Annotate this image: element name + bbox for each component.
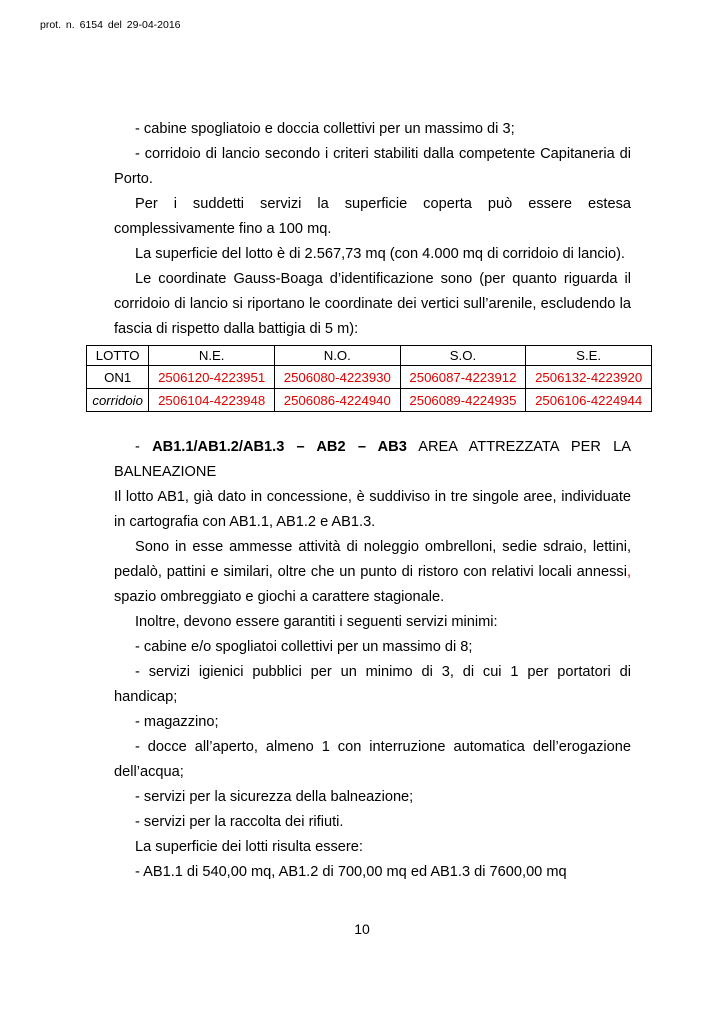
coordinates-table	[86, 345, 652, 412]
cell-coordinate: 2506087-4223912	[400, 366, 526, 389]
paragraph-attivita-a: Sono in esse ammesse attività di noleggio ombrelloni, sedie sdraio, lettini, pedalò, pattini e similari, oltre che un punto di ristoro con relativi locali annessi	[114, 539, 631, 580]
cell-coordinate: 2506089-4224935	[400, 389, 526, 412]
cell-coordinate: 2506080-4223930	[274, 366, 400, 389]
paragraph-attivita-b: spazio ombreggiato e giochi a carattere stagionale.	[114, 589, 445, 605]
list-item: - cabine e/o spogliatoi collettivi per un massimo di 8;	[135, 639, 473, 655]
section-title	[114, 435, 631, 485]
header-no: N.O.	[274, 346, 400, 366]
paragraph-superficie-lotti: La superficie dei lotti risulta essere:	[135, 839, 363, 855]
cell-coordinate: 2506104-4223948	[149, 389, 275, 412]
table-row	[87, 366, 652, 389]
header-so: S.O.	[400, 346, 526, 366]
title-rest: AREA ATTREZZATA PER LA BALNEAZIONE	[114, 439, 631, 480]
cell-lotto: ON1	[87, 366, 149, 389]
paragraph-corridoio: - corridoio di lancio secondo i criteri stabiliti dalla competente Capitaneria di Porto.	[114, 146, 631, 187]
section-1	[114, 117, 631, 342]
title-dash: -	[135, 439, 153, 455]
cell-coordinate: 2506106-4224944	[526, 389, 652, 412]
list-item: - magazzino;	[135, 714, 219, 730]
cell-lotto: corridoio	[87, 389, 149, 412]
cell-coordinate: 2506132-4223920	[526, 366, 652, 389]
paragraph-superfici-ab1: - AB1.1 di 540,00 mq, AB1.2 di 700,00 mq ed AB1.3 di 7600,00 mq	[135, 864, 567, 880]
header-lotto: LOTTO	[87, 346, 149, 366]
red-comma: ,	[626, 564, 631, 580]
paragraph-superficie-lotto: La superficie del lotto è di 2.567,73 mq (con 4.000 mq di corridoio di lancio).	[135, 246, 625, 262]
paragraph-attivita	[114, 535, 631, 610]
table-row	[87, 389, 652, 412]
cell-coordinate: 2506086-4224940	[274, 389, 400, 412]
paragraph-coordinate: Le coordinate Gauss-Boaga d’identificazione sono (per quanto riguarda il corridoio di lancio si riportano le coordinate dei vertici sull’arenile, escludendo la fascia di rispetto dalla battigia di 5 m):	[114, 271, 631, 337]
header-ne: N.E.	[149, 346, 275, 366]
cell-coordinate: 2506120-4223951	[149, 366, 275, 389]
list-item: - servizi per la raccolta dei rifiuti.	[135, 814, 344, 830]
paragraph-servizi-minimi: Inoltre, devono essere garantiti i seguenti servizi minimi:	[135, 614, 498, 630]
page-number: 10	[354, 921, 370, 937]
paragraph-cabine: - cabine spogliatoio e doccia collettivi per un massimo di 3;	[135, 121, 515, 137]
list-item: - servizi igienici pubblici per un minimo di 3, di cui 1 per portatori di handicap;	[114, 664, 631, 705]
protocol-header: prot. n. 6154 del 29-04-2016	[40, 19, 181, 31]
list-item: - servizi per la sicurezza della balneazione;	[135, 789, 414, 805]
paragraph-lotto-ab1: Il lotto AB1, già dato in concessione, è suddiviso in tre singole aree, individuate in cartografia con AB1.1, AB1.2 e AB1.3.	[114, 489, 631, 530]
table-header-row	[87, 346, 652, 366]
section-2	[114, 435, 631, 885]
title-bold: AB1.1/AB1.2/AB1.3 – AB2 – AB3	[152, 439, 407, 455]
paragraph-superficie-coperta: Per i suddetti servizi la superficie coperta può essere estesa complessivamente fino a 100 mq.	[114, 196, 631, 237]
list-item: - docce all’aperto, almeno 1 con interruzione automatica dell’erogazione dell’acqua;	[114, 739, 631, 780]
header-se: S.E.	[526, 346, 652, 366]
